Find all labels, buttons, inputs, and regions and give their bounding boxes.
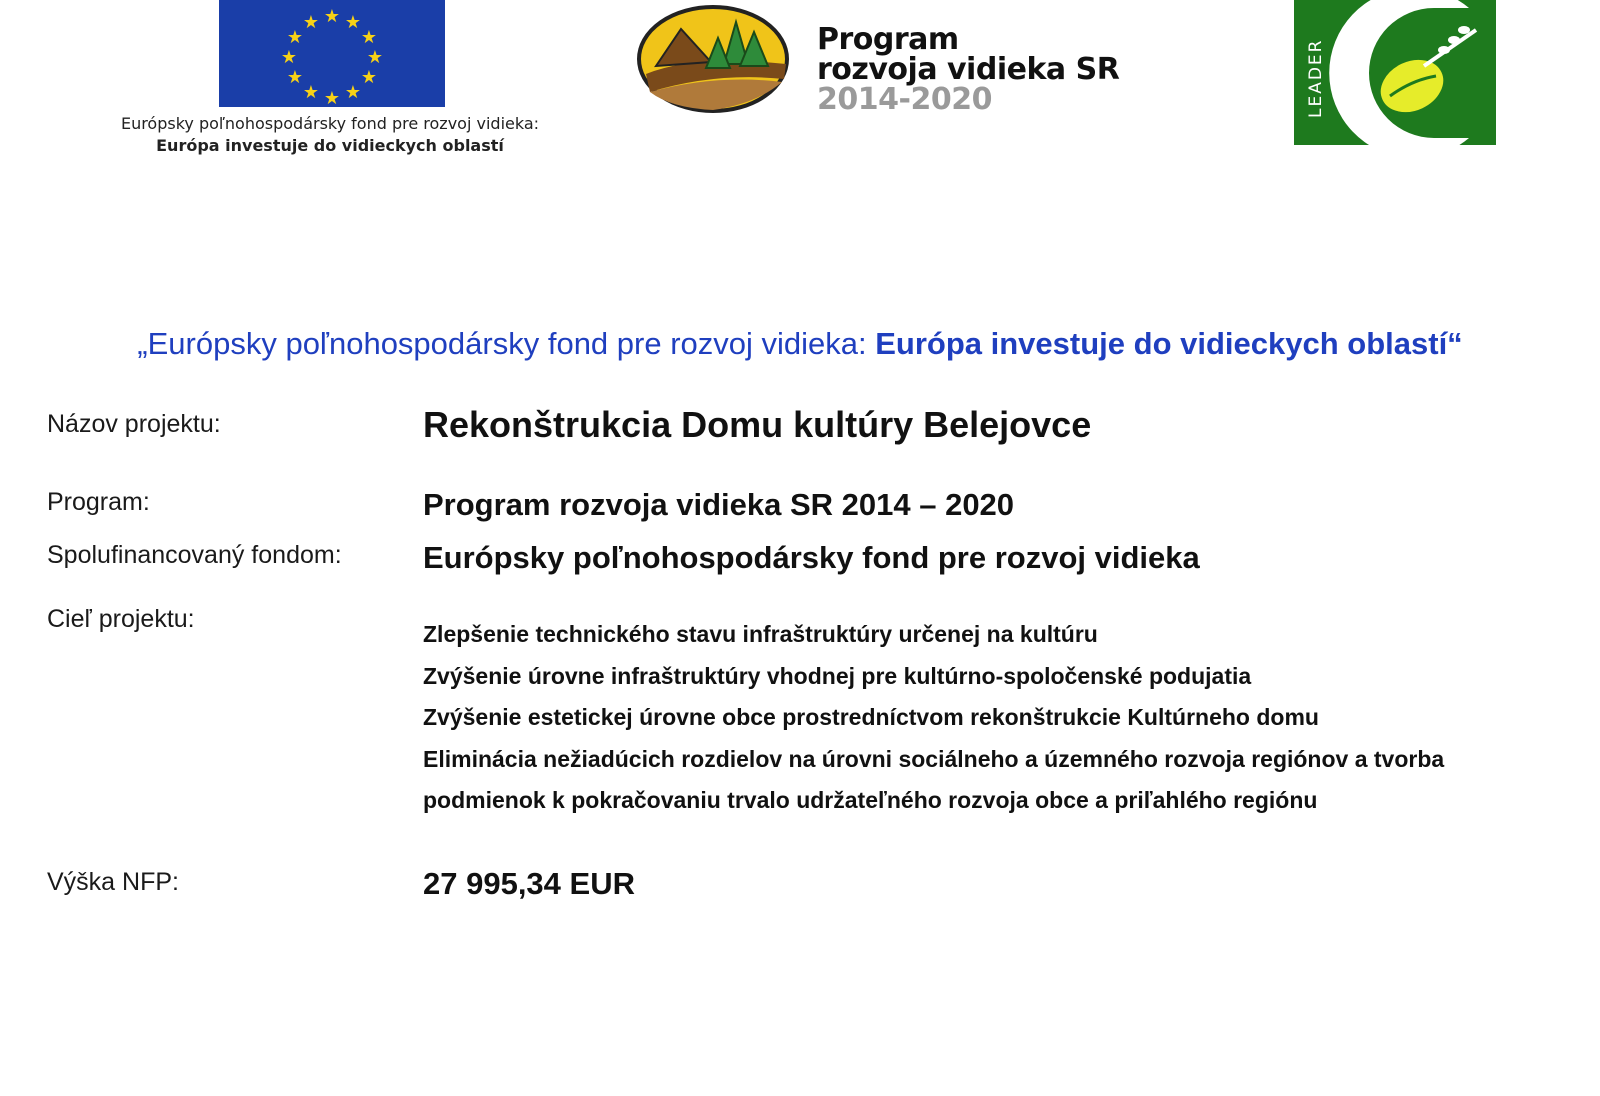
goal-label: Cieľ projektu: bbox=[47, 605, 195, 633]
prv-logo-line2: rozvoja vidieka SR bbox=[817, 52, 1120, 87]
eu-stars-icon bbox=[219, 0, 445, 107]
goals-list bbox=[423, 614, 1444, 822]
fund-label: Spolufinancovaný fondom: bbox=[47, 541, 342, 569]
program-value: Program rozvoja vidieka SR 2014 – 2020 bbox=[423, 487, 1015, 522]
svg-text:★: ★ bbox=[286, 67, 304, 88]
goal-item: Zlepšenie technického stavu infraštruktúry určenej na kultúru bbox=[423, 621, 1098, 647]
svg-text:★: ★ bbox=[344, 12, 362, 33]
eu-caption-line2: Európa investuje do vidieckych oblastí bbox=[156, 136, 504, 155]
prv-logo-line3: 2014-2020 bbox=[817, 82, 992, 117]
headline-regular: „Európsky poľnohospodársky fond pre rozvoj vidieka: bbox=[137, 326, 876, 361]
svg-text:★: ★ bbox=[280, 47, 298, 68]
goal-item: podmienok k pokračovaniu trvalo udržateľného rozvoja obce a priľahlého regiónu bbox=[423, 787, 1318, 813]
project-name: Rekonštrukcia Domu kultúry Belejovce bbox=[423, 404, 1092, 445]
goal-item: Zvýšenie estetickej úrovne obce prostredníctvom rekonštrukcie Kultúrneho domu bbox=[423, 704, 1319, 730]
svg-text:★: ★ bbox=[366, 47, 384, 68]
eu-flag-logo bbox=[219, 0, 445, 107]
eu-caption-line1: Európsky poľnohospodársky fond pre rozvoj vidieka: bbox=[120, 114, 540, 133]
goal-item: Eliminácia nežiadúcich rozdielov na úrovni sociálneho a územného rozvoja regiónov a tvorba bbox=[423, 745, 1445, 772]
headline-bold: Európa investuje do vidieckych oblastí“ bbox=[875, 326, 1463, 361]
svg-text:★: ★ bbox=[323, 88, 341, 107]
prv-logo-line1: Program bbox=[817, 22, 959, 57]
svg-text:★: ★ bbox=[344, 82, 362, 103]
svg-text:★: ★ bbox=[302, 82, 320, 103]
svg-text:★: ★ bbox=[286, 27, 304, 48]
leader-logo-text: LEADER bbox=[1306, 38, 1326, 118]
leader-logo bbox=[1294, 0, 1496, 145]
headline bbox=[0, 326, 1600, 362]
project-name-label: Názov projektu: bbox=[47, 410, 221, 438]
amount-label: Výška NFP: bbox=[47, 868, 179, 896]
amount-value: 27 995,34 EUR bbox=[423, 866, 635, 901]
program-label: Program: bbox=[47, 488, 150, 516]
prv-emblem-logo bbox=[636, 4, 791, 114]
svg-text:★: ★ bbox=[360, 27, 378, 48]
goal-item: Zvýšenie úrovne infraštruktúry vhodnej pre kultúrno-spoločenské podujatia bbox=[423, 662, 1252, 689]
svg-text:★: ★ bbox=[360, 67, 378, 88]
fund-value: Európsky poľnohospodársky fond pre rozvoj vidieka bbox=[423, 540, 1200, 575]
svg-text:★: ★ bbox=[302, 12, 320, 33]
svg-text:★: ★ bbox=[323, 6, 341, 27]
